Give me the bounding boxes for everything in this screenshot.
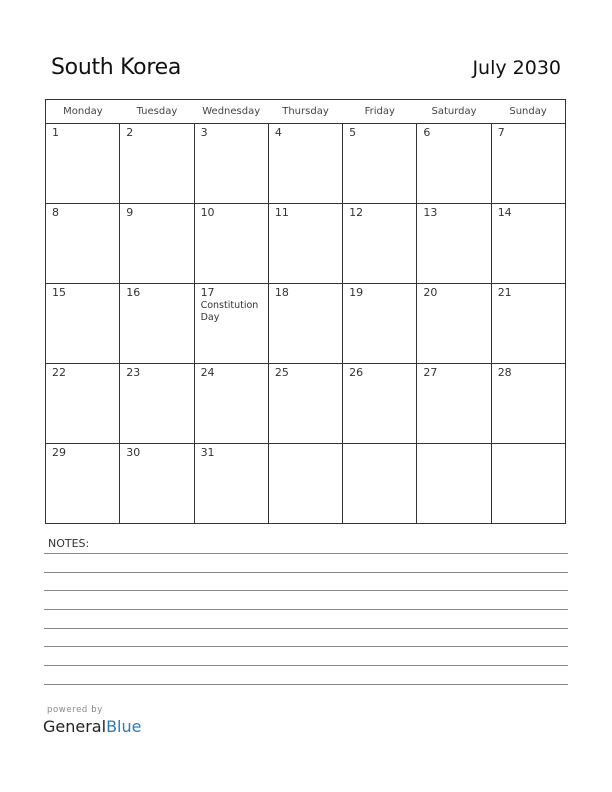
notes-line bbox=[44, 665, 568, 666]
day-number: 9 bbox=[126, 206, 134, 219]
calendar-grid bbox=[45, 99, 566, 524]
day-cell-empty bbox=[491, 444, 565, 524]
day-cell-empty bbox=[417, 444, 491, 524]
day-number: 20 bbox=[423, 286, 438, 299]
day-cell bbox=[417, 124, 491, 204]
day-cell bbox=[120, 444, 194, 524]
week-row bbox=[46, 364, 566, 444]
day-number: 30 bbox=[126, 446, 141, 459]
notes-line bbox=[44, 628, 568, 629]
country-title: South Korea bbox=[51, 55, 181, 80]
day-cell bbox=[417, 284, 491, 364]
day-cell bbox=[194, 204, 268, 284]
day-cell bbox=[491, 124, 565, 204]
day-cell bbox=[268, 284, 342, 364]
day-number: 28 bbox=[497, 366, 512, 379]
day-cell bbox=[268, 124, 342, 204]
day-number: 29 bbox=[52, 446, 66, 459]
day-number: 14 bbox=[497, 206, 512, 219]
day-number: 5 bbox=[349, 126, 357, 139]
day-cell bbox=[343, 284, 417, 364]
day-cell-empty bbox=[268, 444, 342, 524]
weekday-header: Monday bbox=[46, 100, 120, 124]
logo-blue-text: Blue bbox=[106, 717, 142, 736]
day-number: 16 bbox=[126, 286, 141, 299]
day-number: 24 bbox=[200, 366, 215, 379]
day-cell bbox=[417, 364, 491, 444]
day-cell bbox=[120, 364, 194, 444]
day-cell bbox=[491, 204, 565, 284]
day-cell bbox=[120, 284, 194, 364]
weekday-header: Friday bbox=[343, 100, 417, 124]
notes-line bbox=[44, 572, 568, 573]
day-number: 2 bbox=[126, 126, 134, 139]
day-number: 31 bbox=[200, 446, 215, 459]
generalblue-logo bbox=[43, 717, 141, 736]
day-cell bbox=[120, 204, 194, 284]
day-cell bbox=[46, 124, 120, 204]
day-cell bbox=[343, 124, 417, 204]
week-row bbox=[46, 284, 566, 364]
logo-general-text: General bbox=[43, 717, 107, 736]
day-number: 23 bbox=[126, 366, 141, 379]
weekday-header-row bbox=[46, 100, 566, 124]
holiday-label: Constitution Day bbox=[200, 300, 259, 323]
month-year-title: July 2030 bbox=[472, 57, 561, 79]
day-cell bbox=[194, 364, 268, 444]
weekday-header: Tuesday bbox=[120, 100, 194, 124]
day-number: 15 bbox=[52, 286, 66, 299]
day-number: 27 bbox=[423, 366, 438, 379]
day-number: 6 bbox=[423, 126, 431, 139]
day-number: 19 bbox=[349, 286, 364, 299]
weekday-header: Wednesday bbox=[194, 100, 268, 124]
day-number: 4 bbox=[274, 126, 282, 139]
day-number: 11 bbox=[274, 206, 289, 219]
week-row bbox=[46, 444, 566, 524]
day-cell-empty bbox=[343, 444, 417, 524]
day-cell bbox=[194, 124, 268, 204]
notes-line bbox=[44, 590, 568, 591]
day-number: 17 bbox=[200, 286, 215, 299]
day-number: 8 bbox=[52, 206, 59, 219]
day-cell bbox=[46, 444, 120, 524]
day-cell bbox=[120, 124, 194, 204]
notes-line bbox=[44, 684, 568, 685]
notes-line bbox=[44, 553, 568, 554]
notes-line bbox=[44, 646, 568, 647]
day-number: 10 bbox=[200, 206, 215, 219]
day-cell bbox=[46, 204, 120, 284]
day-cell bbox=[194, 444, 268, 524]
day-number: 18 bbox=[274, 286, 289, 299]
day-cell bbox=[417, 204, 491, 284]
day-number: 21 bbox=[497, 286, 512, 299]
day-cell bbox=[46, 364, 120, 444]
day-cell bbox=[46, 284, 120, 364]
day-cell bbox=[491, 284, 565, 364]
day-cell-holiday bbox=[194, 284, 268, 364]
day-number: 22 bbox=[52, 366, 66, 379]
day-cell bbox=[343, 204, 417, 284]
week-row bbox=[46, 124, 566, 204]
week-row bbox=[46, 204, 566, 284]
powered-by-text: powered by bbox=[47, 705, 103, 715]
day-number: 13 bbox=[423, 206, 438, 219]
day-number: 7 bbox=[497, 126, 505, 139]
day-number: 26 bbox=[349, 366, 364, 379]
weekday-header: Thursday bbox=[268, 100, 342, 124]
day-number: 12 bbox=[349, 206, 364, 219]
notes-label: NOTES: bbox=[48, 537, 90, 550]
day-number: 3 bbox=[200, 126, 208, 139]
day-cell bbox=[491, 364, 565, 444]
day-number: 25 bbox=[274, 366, 289, 379]
day-cell bbox=[343, 364, 417, 444]
weekday-header: Saturday bbox=[417, 100, 491, 124]
notes-line bbox=[44, 609, 568, 610]
day-number: 1 bbox=[52, 126, 59, 139]
day-cell bbox=[268, 204, 342, 284]
weekday-header: Sunday bbox=[491, 100, 565, 124]
day-cell bbox=[268, 364, 342, 444]
